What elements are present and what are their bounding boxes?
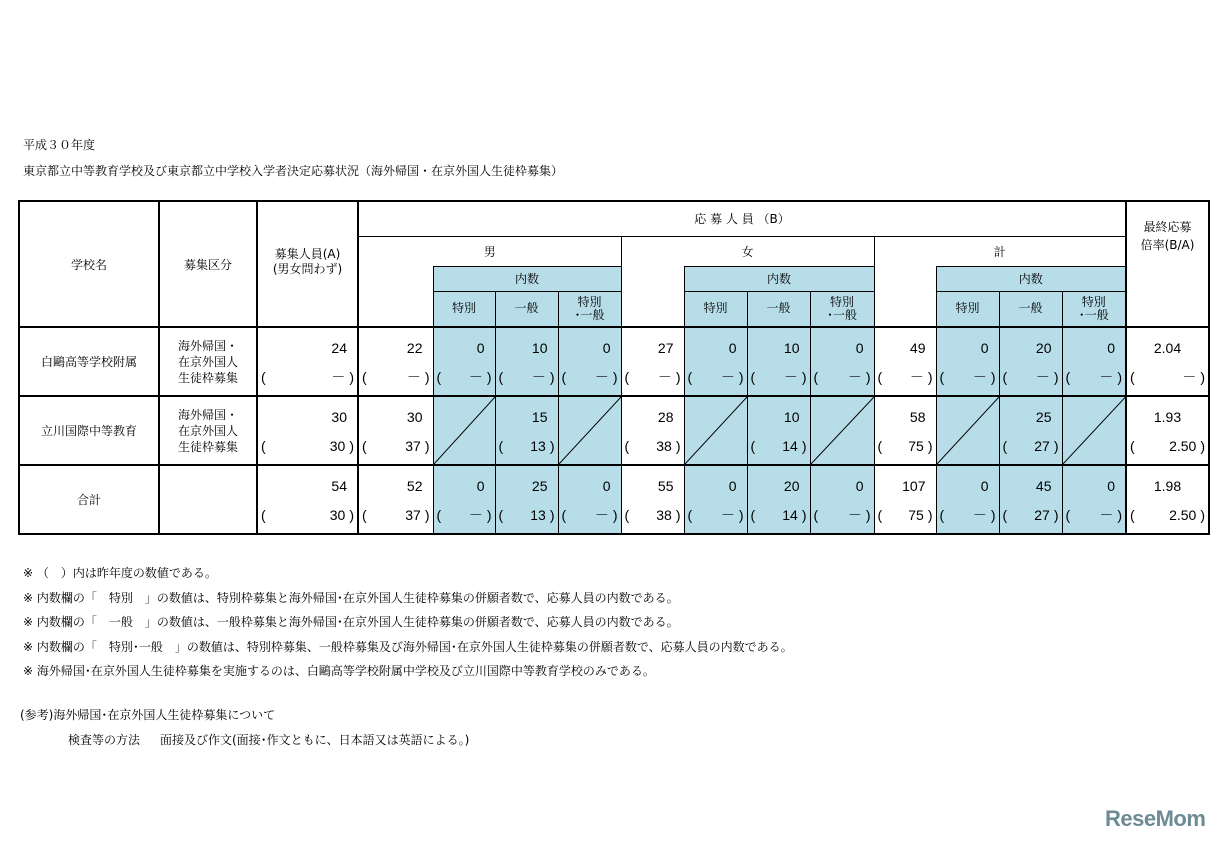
header-male-breakdown: 内数 bbox=[433, 266, 621, 291]
previous-year-value bbox=[1000, 500, 1062, 533]
close-paren: ) bbox=[927, 369, 933, 385]
header-total-special: 特別 bbox=[936, 291, 999, 327]
close-paren: ) bbox=[927, 438, 933, 454]
diagonal-slash bbox=[434, 397, 495, 464]
value-cell bbox=[810, 327, 874, 396]
close-paren: ) bbox=[990, 507, 996, 523]
current-value: 0 bbox=[476, 340, 485, 356]
value-cell bbox=[747, 327, 810, 396]
footnote: ※ 海外帰国･在京外国人生徒枠募集を実施するのは、白鷗高等学校附属中学校及び立川国際中等教育学校のみである。 bbox=[23, 664, 655, 678]
header-total: 計 bbox=[874, 236, 1126, 266]
close-paren: ) bbox=[549, 438, 555, 454]
previous-year-value bbox=[875, 500, 936, 533]
value-cell bbox=[257, 327, 358, 396]
current-value: 58 bbox=[909, 409, 926, 425]
close-paren: ) bbox=[1053, 507, 1059, 523]
previous-year-value bbox=[1063, 362, 1126, 395]
previous-value: 13 bbox=[530, 438, 546, 454]
open-paren: ( bbox=[624, 507, 630, 523]
open-paren: ( bbox=[362, 438, 367, 454]
current-value: 54 bbox=[331, 478, 347, 494]
value-cell bbox=[684, 327, 747, 396]
open-paren: ( bbox=[750, 369, 756, 385]
current-value: 0 bbox=[980, 478, 989, 494]
open-paren: ( bbox=[261, 507, 266, 523]
previous-value: － bbox=[594, 369, 609, 385]
close-paren: ) bbox=[549, 369, 555, 385]
value-cell bbox=[810, 465, 874, 534]
previous-year-value bbox=[622, 431, 684, 464]
previous-value: － bbox=[1099, 507, 1114, 523]
recruit-category: 海外帰国・ 在京外国人 生徒枠募集 bbox=[159, 327, 257, 396]
footnote: ※ 内数欄の「 特別 」の数値は、特別枠募集と海外帰国･在京外国人生徒枠募集の併願者数で、応募人員の内数である。 bbox=[23, 590, 679, 605]
close-paren: ) bbox=[349, 507, 354, 523]
open-paren: ( bbox=[261, 369, 266, 385]
not-applicable-cell bbox=[1062, 396, 1126, 465]
value-cell bbox=[1062, 327, 1126, 396]
previous-value: － bbox=[1099, 369, 1114, 385]
current-value: 30 bbox=[331, 409, 347, 425]
close-paren: ) bbox=[1117, 369, 1122, 385]
previous-value: － bbox=[783, 369, 798, 385]
header-male-special-general: 特別 ･一般 bbox=[558, 291, 621, 327]
previous-year-value bbox=[359, 362, 433, 395]
close-paren: ) bbox=[675, 438, 681, 454]
current-value: 24 bbox=[331, 340, 347, 356]
value-cell bbox=[495, 396, 558, 465]
current-value: 45 bbox=[1035, 478, 1052, 494]
header-female-special-general: 特別 ･一般 bbox=[810, 291, 874, 327]
previous-value: 27 bbox=[1034, 438, 1050, 454]
header-female-count bbox=[621, 266, 684, 327]
open-paren: ( bbox=[813, 369, 819, 385]
close-paren: ) bbox=[1053, 369, 1059, 385]
diagonal-slash bbox=[559, 397, 621, 464]
header-ratio: 最終応募 倍率(B/A) bbox=[1126, 201, 1209, 327]
header-quota: 募集人員(A) (男女問わず) bbox=[257, 201, 358, 327]
footnote: ※ 内数欄の「 一般 」の数値は、一般枠募集と海外帰国･在京外国人生徒枠募集の併願者数で、応募人員の内数である。 bbox=[23, 615, 679, 629]
value-cell bbox=[1126, 327, 1209, 396]
previous-year-value bbox=[434, 362, 495, 395]
current-value: 20 bbox=[783, 478, 800, 494]
previous-year-value bbox=[258, 431, 357, 464]
open-paren: ( bbox=[561, 507, 567, 523]
current-value: 0 bbox=[855, 478, 864, 494]
header-female-breakdown: 内数 bbox=[684, 266, 874, 291]
value-cell bbox=[495, 465, 558, 534]
open-paren: ( bbox=[687, 507, 693, 523]
open-paren: ( bbox=[939, 507, 945, 523]
previous-year-value bbox=[1063, 500, 1126, 533]
applicant-table bbox=[18, 200, 1210, 535]
previous-year-value bbox=[258, 500, 357, 533]
reference-heading: (参考)海外帰国･在京外国人生徒枠募集について bbox=[20, 708, 276, 722]
previous-year-value bbox=[1127, 431, 1208, 464]
close-paren: ) bbox=[801, 438, 807, 454]
previous-value: 13 bbox=[530, 507, 546, 523]
footnote: ※ 内数欄の「 特別･一般 」の数値は、特別枠募集、一般枠募集及び海外帰国･在京外国人生徒枠募集の併願者数で、応募人員の内数である。 bbox=[23, 639, 793, 654]
current-value: 0 bbox=[602, 340, 611, 356]
current-value: 28 bbox=[657, 409, 674, 425]
previous-value: － bbox=[1182, 369, 1197, 385]
current-value: 0 bbox=[1107, 478, 1115, 494]
previous-value: － bbox=[847, 507, 862, 523]
value-cell bbox=[358, 327, 433, 396]
previous-value: － bbox=[468, 507, 483, 523]
header-total-breakdown: 内数 bbox=[936, 266, 1126, 291]
header-male: 男 bbox=[358, 236, 621, 266]
value-cell bbox=[684, 465, 747, 534]
header-male-special: 特別 bbox=[433, 291, 495, 327]
previous-year-value bbox=[1000, 431, 1062, 464]
previous-value: － bbox=[972, 507, 987, 523]
value-cell bbox=[936, 327, 999, 396]
previous-year-value bbox=[559, 500, 621, 533]
previous-value: － bbox=[331, 369, 346, 385]
previous-value: － bbox=[720, 507, 735, 523]
value-cell bbox=[257, 396, 358, 465]
header-total-special-general: 特別 ･一般 bbox=[1062, 291, 1126, 327]
open-paren: ( bbox=[687, 369, 693, 385]
close-paren: ) bbox=[675, 507, 681, 523]
value-cell bbox=[621, 396, 684, 465]
value-cell bbox=[747, 396, 810, 465]
current-value: 20 bbox=[1035, 340, 1052, 356]
current-value: 0 bbox=[728, 340, 737, 356]
previous-year-value bbox=[937, 362, 999, 395]
previous-year-value bbox=[1000, 362, 1062, 395]
current-value: 52 bbox=[406, 478, 423, 494]
current-value: 10 bbox=[783, 409, 800, 425]
current-value: 30 bbox=[406, 409, 423, 425]
open-paren: ( bbox=[1130, 438, 1135, 454]
previous-value: 14 bbox=[782, 438, 798, 454]
open-paren: ( bbox=[624, 369, 630, 385]
current-value: 1.93 bbox=[1153, 409, 1182, 425]
previous-value: 2.50 bbox=[1169, 438, 1197, 454]
current-value: 27 bbox=[657, 340, 674, 356]
close-paren: ) bbox=[1053, 438, 1059, 454]
value-cell bbox=[558, 327, 621, 396]
close-paren: ) bbox=[1200, 369, 1205, 385]
open-paren: ( bbox=[624, 438, 630, 454]
previous-value: － bbox=[406, 369, 421, 385]
header-female: 女 bbox=[621, 236, 874, 266]
previous-year-value bbox=[748, 500, 810, 533]
previous-value: － bbox=[720, 369, 735, 385]
value-cell bbox=[257, 465, 358, 534]
close-paren: ) bbox=[349, 369, 354, 385]
previous-year-value bbox=[559, 362, 621, 395]
recruit-category bbox=[159, 465, 257, 534]
close-paren: ) bbox=[738, 507, 744, 523]
previous-year-value bbox=[622, 362, 684, 395]
close-paren: ) bbox=[738, 369, 744, 385]
previous-value: － bbox=[909, 369, 924, 385]
close-paren: ) bbox=[801, 507, 807, 523]
value-cell bbox=[358, 465, 433, 534]
value-cell bbox=[433, 465, 495, 534]
open-paren: ( bbox=[436, 507, 442, 523]
close-paren: ) bbox=[865, 369, 871, 385]
open-paren: ( bbox=[1065, 369, 1071, 385]
value-cell bbox=[999, 327, 1062, 396]
previous-value: 30 bbox=[329, 507, 346, 523]
current-value: 55 bbox=[657, 478, 674, 494]
value-cell bbox=[358, 396, 433, 465]
open-paren: ( bbox=[362, 507, 367, 523]
value-cell bbox=[874, 465, 936, 534]
header-school: 学校名 bbox=[19, 201, 159, 327]
header-female-special: 特別 bbox=[684, 291, 747, 327]
current-value: 25 bbox=[531, 478, 548, 494]
header-category: 募集区分 bbox=[159, 201, 257, 327]
close-paren: ) bbox=[1200, 438, 1205, 454]
value-cell bbox=[495, 327, 558, 396]
current-value: 0 bbox=[855, 340, 864, 356]
previous-value: 14 bbox=[782, 507, 798, 523]
open-paren: ( bbox=[362, 369, 367, 385]
header-male-count bbox=[358, 266, 433, 327]
method-label: 検査等の方法 bbox=[68, 733, 141, 747]
previous-year-value bbox=[685, 500, 747, 533]
previous-value: 38 bbox=[656, 507, 672, 523]
previous-value: － bbox=[594, 507, 609, 523]
not-applicable-cell bbox=[936, 396, 999, 465]
diagonal-slash bbox=[937, 397, 999, 464]
school-name: 立川国際中等教育 bbox=[19, 396, 159, 465]
current-value: 15 bbox=[531, 409, 548, 425]
close-paren: ) bbox=[612, 369, 618, 385]
school-name: 白鷗高等学校附属 bbox=[19, 327, 159, 396]
close-paren: ) bbox=[549, 507, 555, 523]
not-applicable-cell bbox=[684, 396, 747, 465]
fiscal-year: 平成３０年度 bbox=[23, 138, 96, 152]
previous-year-value bbox=[496, 362, 558, 395]
value-cell bbox=[999, 396, 1062, 465]
close-paren: ) bbox=[990, 369, 996, 385]
method-value: 面接及び作文(面接･作文ともに、日本語又は英語による。) bbox=[160, 733, 470, 747]
close-paren: ) bbox=[865, 507, 871, 523]
header-total-count bbox=[874, 266, 936, 327]
value-cell bbox=[874, 327, 936, 396]
close-paren: ) bbox=[349, 438, 354, 454]
current-value: 0 bbox=[602, 478, 611, 494]
previous-value: － bbox=[531, 369, 546, 385]
value-cell bbox=[936, 465, 999, 534]
previous-year-value bbox=[811, 500, 874, 533]
open-paren: ( bbox=[939, 369, 945, 385]
open-paren: ( bbox=[750, 438, 756, 454]
open-paren: ( bbox=[1130, 507, 1135, 523]
previous-year-value bbox=[937, 500, 999, 533]
previous-year-value bbox=[685, 362, 747, 395]
table-row bbox=[19, 327, 1209, 396]
previous-year-value bbox=[434, 500, 495, 533]
not-applicable-cell bbox=[433, 396, 495, 465]
close-paren: ) bbox=[424, 438, 430, 454]
header-applicants: 応 募 人 員 （B） bbox=[358, 201, 1126, 236]
footnote: ※ （ ）内は昨年度の数値である。 bbox=[23, 566, 217, 580]
open-paren: ( bbox=[1065, 507, 1071, 523]
diagonal-slash bbox=[685, 397, 747, 464]
close-paren: ) bbox=[1200, 507, 1205, 523]
value-cell bbox=[1126, 465, 1209, 534]
open-paren: ( bbox=[877, 369, 883, 385]
previous-year-value bbox=[622, 500, 684, 533]
open-paren: ( bbox=[1002, 507, 1008, 523]
previous-year-value bbox=[811, 362, 874, 395]
previous-year-value bbox=[496, 500, 558, 533]
previous-year-value bbox=[748, 362, 810, 395]
not-applicable-cell bbox=[558, 396, 621, 465]
previous-year-value bbox=[359, 500, 433, 533]
previous-year-value bbox=[1127, 500, 1208, 533]
not-applicable-cell bbox=[810, 396, 874, 465]
table-row bbox=[19, 396, 1209, 465]
value-cell bbox=[1126, 396, 1209, 465]
value-cell bbox=[558, 465, 621, 534]
previous-value: 30 bbox=[329, 438, 346, 454]
value-cell bbox=[874, 396, 936, 465]
previous-value: － bbox=[972, 369, 987, 385]
close-paren: ) bbox=[486, 369, 492, 385]
previous-year-value bbox=[748, 431, 810, 464]
school-name: 合計 bbox=[19, 465, 159, 534]
open-paren: ( bbox=[436, 369, 442, 385]
close-paren: ) bbox=[1117, 507, 1122, 523]
close-paren: ) bbox=[612, 507, 618, 523]
table-row bbox=[19, 465, 1209, 534]
current-value: 22 bbox=[406, 340, 423, 356]
previous-value: 75 bbox=[908, 507, 924, 523]
value-cell bbox=[433, 327, 495, 396]
open-paren: ( bbox=[498, 438, 504, 454]
previous-value: 37 bbox=[405, 507, 421, 523]
previous-value: 27 bbox=[1034, 507, 1050, 523]
current-value: 25 bbox=[1035, 409, 1052, 425]
previous-value: － bbox=[468, 369, 483, 385]
previous-value: 38 bbox=[656, 438, 672, 454]
current-value: 0 bbox=[728, 478, 737, 494]
diagonal-slash bbox=[811, 397, 874, 464]
close-paren: ) bbox=[424, 369, 430, 385]
current-value: 0 bbox=[476, 478, 485, 494]
open-paren: ( bbox=[877, 507, 883, 523]
previous-value: 2.50 bbox=[1169, 507, 1197, 523]
current-value: 0 bbox=[980, 340, 989, 356]
open-paren: ( bbox=[261, 438, 266, 454]
value-cell bbox=[999, 465, 1062, 534]
value-cell bbox=[621, 327, 684, 396]
open-paren: ( bbox=[1130, 369, 1135, 385]
header-total-general: 一般 bbox=[999, 291, 1062, 327]
header-male-general: 一般 bbox=[495, 291, 558, 327]
current-value: 1.98 bbox=[1153, 478, 1182, 494]
previous-year-value bbox=[496, 431, 558, 464]
close-paren: ) bbox=[675, 369, 681, 385]
current-value: 107 bbox=[902, 478, 926, 494]
previous-value: － bbox=[657, 369, 672, 385]
previous-year-value bbox=[359, 431, 433, 464]
current-value: 49 bbox=[909, 340, 926, 356]
current-value: 0 bbox=[1107, 340, 1115, 356]
open-paren: ( bbox=[750, 507, 756, 523]
diagonal-slash bbox=[1063, 397, 1126, 464]
open-paren: ( bbox=[498, 507, 504, 523]
open-paren: ( bbox=[1002, 369, 1008, 385]
current-value: 10 bbox=[531, 340, 548, 356]
open-paren: ( bbox=[498, 369, 504, 385]
close-paren: ) bbox=[927, 507, 933, 523]
value-cell bbox=[747, 465, 810, 534]
current-value: 10 bbox=[783, 340, 800, 356]
close-paren: ) bbox=[486, 507, 492, 523]
header-female-general: 一般 bbox=[747, 291, 810, 327]
previous-year-value bbox=[1127, 362, 1208, 395]
resemom-logo: ReseMom bbox=[1105, 806, 1206, 831]
open-paren: ( bbox=[561, 369, 567, 385]
open-paren: ( bbox=[813, 507, 819, 523]
recruit-category: 海外帰国・ 在京外国人 生徒枠募集 bbox=[159, 396, 257, 465]
value-cell bbox=[1062, 465, 1126, 534]
open-paren: ( bbox=[1002, 438, 1008, 454]
page-title: 東京都立中等教育学校及び東京都立中学校入学者決定応募状況（海外帰国・在京外国人生徒枠募集） bbox=[23, 164, 564, 178]
previous-year-value bbox=[875, 431, 936, 464]
previous-value: － bbox=[1035, 369, 1050, 385]
value-cell bbox=[621, 465, 684, 534]
current-value: 2.04 bbox=[1153, 340, 1182, 356]
previous-year-value bbox=[258, 362, 357, 395]
close-paren: ) bbox=[424, 507, 430, 523]
close-paren: ) bbox=[801, 369, 807, 385]
open-paren: ( bbox=[877, 438, 883, 454]
previous-year-value bbox=[875, 362, 936, 395]
previous-value: 37 bbox=[405, 438, 421, 454]
previous-value: － bbox=[847, 369, 862, 385]
previous-value: 75 bbox=[908, 438, 924, 454]
